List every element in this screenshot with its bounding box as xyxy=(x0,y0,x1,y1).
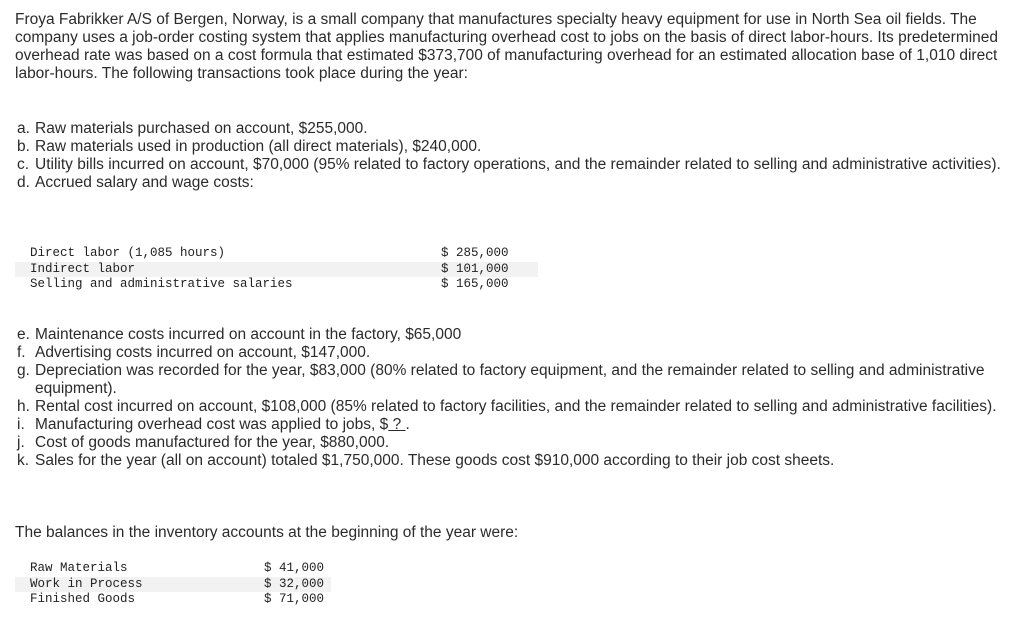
transaction-text: Accrued salary and wage costs: xyxy=(35,174,254,191)
transaction-letter: h. xyxy=(17,398,30,415)
wage-costs-table xyxy=(15,246,538,293)
transaction-text: Utility bills incurred on account, $70,000 (95% related to factory operations, and the remainder related to selling and administrative activities). xyxy=(35,156,1001,173)
transaction-letter: f. xyxy=(17,344,26,361)
problem-intro: Froya Fabrikker A/S of Bergen, Norway, is a small company that manufactures specialty heavy equipment for use in North Sea oil fields. The company uses a job-order costing system that applies manufacturing overhead cost to jobs on the basis of direct labor-hours. Its predetermined overhead rate was based on a cost formula that estimated $373,700 of manufacturing overhead for an estimated allocation base of 1,010 direct labor-hours. The following transactions took place during the year: xyxy=(15,11,999,82)
transaction-letter: b. xyxy=(17,138,30,155)
wage-amount: $ 165,000 xyxy=(441,277,509,291)
transaction-d xyxy=(17,174,1007,192)
inventory-amount: $ 32,000 xyxy=(250,577,331,593)
inventory-label: Finished Goods xyxy=(30,592,136,606)
transaction-h xyxy=(17,398,1007,416)
transaction-text: Raw materials purchased on account, $255,000. xyxy=(35,120,368,137)
transaction-text: Cost of goods manufactured for the year, $880,000. xyxy=(35,434,390,451)
wage-label: Indirect labor xyxy=(15,262,430,278)
transaction-c xyxy=(17,156,1007,174)
inventory-balances-table xyxy=(15,561,331,608)
transaction-letter: g. xyxy=(17,362,30,379)
inventory-amount: $ 71,000 xyxy=(264,592,325,606)
wage-label: Selling and administrative salaries xyxy=(30,277,293,291)
transactions-list-e-k xyxy=(17,326,1007,470)
transaction-text: Manufacturing overhead cost was applied to jobs, $ xyxy=(35,416,389,433)
transaction-text: Maintenance costs incurred on account in the factory, $65,000 xyxy=(35,326,462,343)
table-row xyxy=(15,561,331,577)
transaction-b xyxy=(17,138,1007,156)
transaction-i xyxy=(17,416,1007,434)
transaction-a xyxy=(17,120,1007,138)
table-row xyxy=(15,577,331,593)
transaction-k xyxy=(17,452,1007,470)
table-row xyxy=(15,262,538,278)
transactions-list-a-d xyxy=(17,120,1007,192)
transaction-text: Rental cost incurred on account, $108,000 (85% related to factory facilities, and the remainder related to selling and administrative facilities). xyxy=(35,398,997,415)
transaction-text: Depreciation was recorded for the year, $83,000 (80% related to factory equipment, and the remainder related to selling and administrative equipment). xyxy=(35,362,985,397)
inventory-heading: The balances in the inventory accounts at the beginning of the year were: xyxy=(15,524,519,541)
transaction-text: Sales for the year (all on account) totaled $1,750,000. These goods cost $910,000 according to their job cost sheets. xyxy=(35,452,835,469)
transaction-j xyxy=(17,434,1007,452)
transaction-g xyxy=(17,362,1007,398)
inventory-label: Raw Materials xyxy=(30,561,128,575)
transaction-text: Raw materials used in production (all direct materials), $240,000. xyxy=(35,138,482,155)
transaction-letter: i. xyxy=(17,416,25,433)
transaction-letter: j. xyxy=(17,434,25,451)
transaction-letter: a. xyxy=(17,120,30,137)
wage-amount: $ 285,000 xyxy=(441,246,509,260)
inventory-label: Work in Process xyxy=(15,577,250,593)
transaction-letter: c. xyxy=(17,156,30,173)
transaction-e xyxy=(17,326,1007,344)
wage-label: Direct labor (1,085 hours) xyxy=(30,246,226,260)
table-row xyxy=(15,246,538,262)
transaction-f xyxy=(17,344,1007,362)
table-row xyxy=(15,592,331,608)
transaction-text: Advertising costs incurred on account, $147,000. xyxy=(35,344,371,361)
answer-blank[interactable]: ? xyxy=(388,416,406,433)
inventory-amount: $ 41,000 xyxy=(264,561,325,575)
transaction-letter: k. xyxy=(17,452,30,469)
wage-amount: $ 101,000 xyxy=(430,262,538,278)
transaction-letter: e. xyxy=(17,326,30,343)
transaction-letter: d. xyxy=(17,174,30,191)
transaction-suffix: . xyxy=(405,416,410,433)
table-row xyxy=(15,277,538,293)
